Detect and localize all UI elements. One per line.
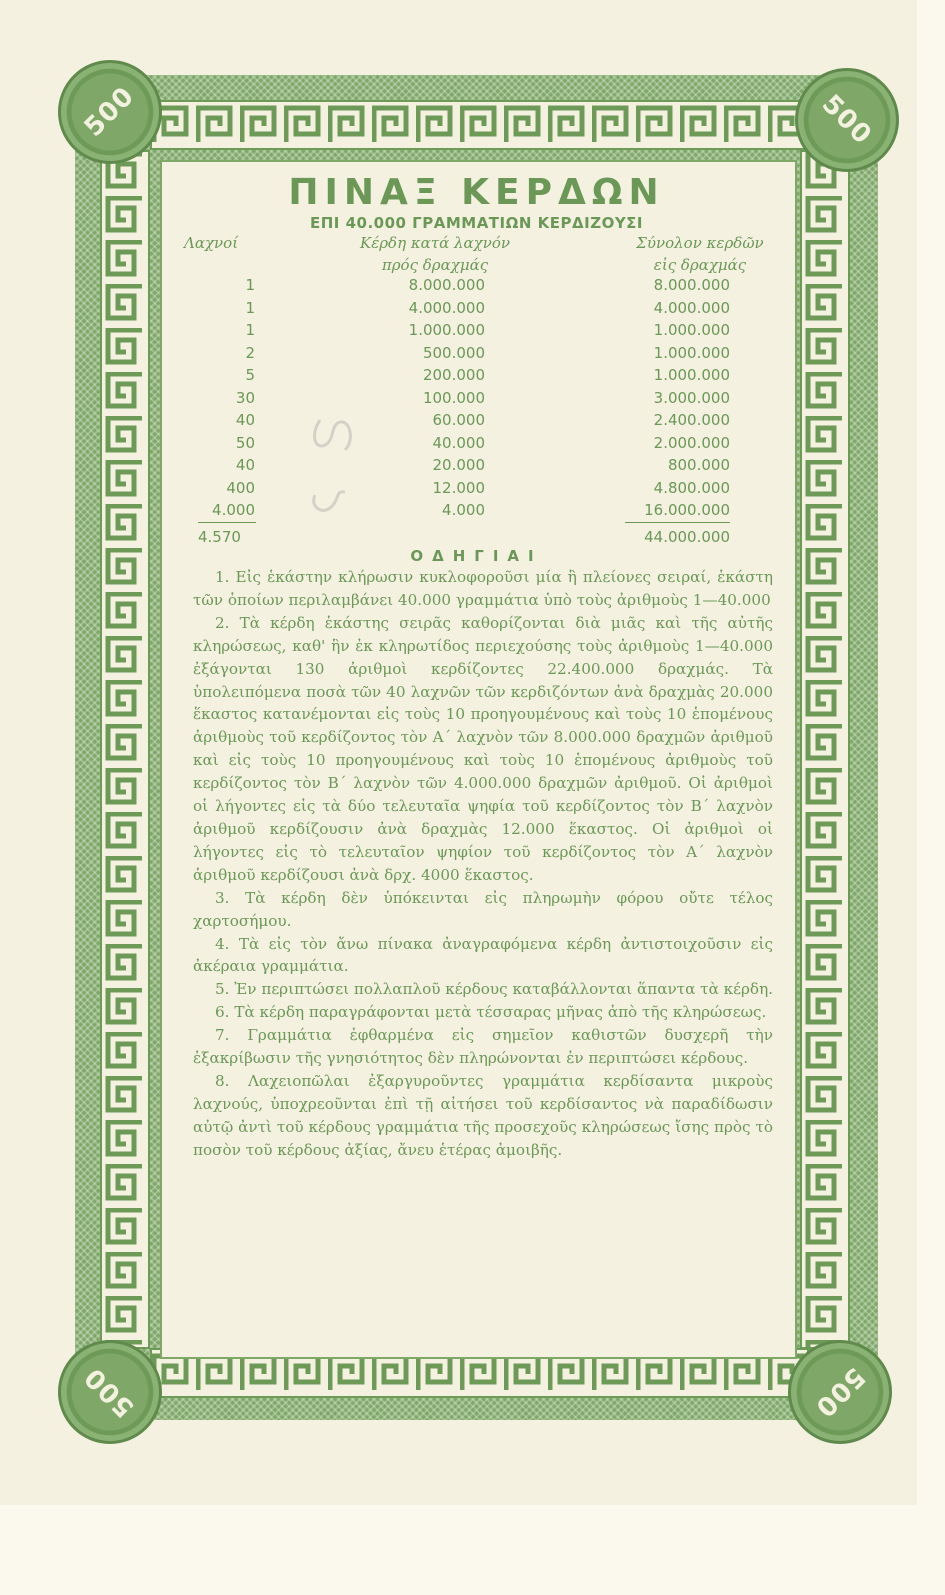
instruction-item: 7. Γραμμάτια ἐφθαρμένα εἰς σημεῖον καθιστῶν δυσχερῆ τὴν ἐξακρίβωσιν τῆς γνησιότητος δὲν πληρώνονται ἐν περιπτώσει κέρδους.: [193, 1026, 773, 1068]
cell-total: 3.000.000: [653, 388, 730, 407]
medallion-value: 500: [816, 89, 878, 151]
instruction-item: 2. Τὰ κέρδη ἑκάστης σειρᾶς καθορίζονται διὰ μιᾶς καὶ τῆς αὐτῆς κληρώσεως, καθ' ἣν ἐκ κληρωτίδος περιεχούσης τοὺς ἀριθμοὺς 1—40.000 ἐξάγονται 130 ἀριθμοὶ κερδίζοντες 22.400.000 δραχμάς. Τὰ ὑπολειπόμενα ποσὰ τῶν 40 λαχνῶν τῶν κερδιζόντων ἀνὰ δραχμὰς 20.000 ἕκαστος κατανέμονται εἰς τοὺς 10 προηγουμένους καὶ τοὺς 10 ἑπομένους ἀριθμοὺς τοῦ κερδίζοντος τὸν Α΄ λαχνὸν τῶν 8.000.000 δραχμῶν ἀριθμοῦ καὶ εἰς τοὺς 10 προηγουμένους καὶ τοὺς 10 ἑπομένους ἀριθμοὺς τοῦ κερδίζοντος τὸν Β΄ λαχνὸν τῶν 4.000.000 δραχμῶν ἀριθμοῦ. Οἱ ἀριθμοὶ οἱ λήγοντες εἰς τὰ δύο τελευταῖα ψηφία τοῦ κερδίζοντος τὸν Β΄ λαχνὸν ἀριθμοῦ κερδίζουσιν ἀνὰ δραχμὰς 12.000 ἕκαστος. Οἱ ἀριθμοὶ οἱ λήγοντες εἰς τὸ τελευταῖον ψηφίον τοῦ κερδίζοντος τὸν Α΄ λαχνὸν ἀριθμοῦ κερδίζουσι ἀνὰ δρχ. 4000 ἕκαστος.: [193, 613, 773, 884]
table-row: [160, 366, 793, 389]
cell-total: 2.400.000: [653, 411, 730, 429]
meander-border-right: [800, 150, 850, 1349]
medallion-top-left: [58, 60, 162, 164]
table-row: [160, 321, 793, 344]
column-header-prize-per-lot-unit: πρός δραχμάς: [381, 256, 489, 274]
instruction-item: 6. Τὰ κέρδη παραγράφονται μετὰ τέσσαρας μῆνας ἀπὸ τῆς κληρώσεως.: [215, 1003, 767, 1022]
page-title: ΠΙΝΑΞ ΚΕΡΔΩΝ: [288, 172, 665, 213]
instructions-list: [193, 566, 773, 1162]
medallion-value: 500: [79, 81, 141, 143]
cell-lots: 400: [226, 478, 255, 497]
cell-lots: 5: [245, 366, 255, 384]
meander-pattern-left: [102, 152, 148, 1347]
table-row: [160, 411, 793, 434]
cell-prize: 500.000: [422, 343, 485, 362]
cell-prize: 40.000: [432, 433, 485, 452]
cell-lots: 40: [235, 411, 255, 429]
table-row: [160, 344, 793, 367]
table-row: [160, 456, 793, 479]
instruction-item: 1. Εἰς ἑκάστην κλήρωσιν κυκλοφοροῦσι μία ἢ πλείονες σειραί, ἑκάστη τῶν ὁποίων περιλαμβάνει 40.000 γραμμάτια ὑπὸ τοὺς ἀριθμοὺς 1—40.000: [193, 568, 773, 609]
paper-fold: [0, 1505, 945, 1595]
meander-border-top: [150, 100, 809, 150]
cell-lots: 1: [245, 321, 255, 339]
column-header-total-unit: εἰς δραχμάς: [653, 256, 747, 274]
cell-total: 16.000.000: [644, 501, 730, 519]
cell-lots: 2: [245, 343, 255, 362]
cell-lots: 1: [245, 276, 255, 294]
cell-total: 800.000: [667, 456, 730, 474]
cell-prize: 4.000.000: [408, 298, 485, 317]
cell-lots: 50: [235, 433, 255, 452]
cell-prize: 8.000.000: [408, 276, 485, 294]
sum-rule-total: [625, 522, 730, 523]
instruction-item: 3. Τὰ κέρδη δὲν ὑπόκεινται εἰς πληρωμὴν φόρου οὔτε τέλος χαρτοσήμου.: [193, 888, 773, 930]
cell-total: 2.000.000: [653, 433, 730, 452]
cell-prize: 4.000: [442, 501, 485, 519]
faint-stamp-mark: [305, 410, 365, 520]
cell-lots: 1: [245, 298, 255, 317]
cell-total: 1.000.000: [653, 343, 730, 362]
cell-prize: 60.000: [432, 411, 485, 429]
table-row: [160, 299, 793, 322]
meander-border-left: [100, 150, 150, 1349]
cell-total: 4.000.000: [653, 298, 730, 317]
medallion-value: 500: [79, 1361, 141, 1423]
column-header-prize-per-lot: Κέρδη κατά λαχνόν: [359, 234, 510, 252]
cell-lots: 4.000: [212, 501, 255, 519]
total-lots: 4.570: [198, 528, 241, 546]
meander-pattern-right: [802, 152, 848, 1347]
cell-prize: 1.000.000: [408, 321, 485, 339]
cell-total: 1.000.000: [653, 366, 730, 384]
cell-lots: 30: [235, 388, 255, 407]
column-header-total: Σύνολον κερδῶν: [636, 234, 764, 252]
medallion-top-right: [795, 68, 899, 172]
total-sum: 44.000.000: [644, 528, 730, 546]
table-row: [160, 276, 793, 299]
instruction-item: 8. Λαχειοπῶλαι ἐξαργυροῦντες γραμμάτια κερδίσαντα μικροὺς λαχνούς, ὑποχρεοῦνται ἐπὶ τῇ αἰτήσει τοῦ κερδίσαντος νὰ παραδίδωσιν αὐτῷ ἀντὶ τοῦ κέρδους γραμμάτια τῆς προσεχοῦς κληρώσεως ἴσης πρὸς τὸ ποσὸν τοῦ κέρδους ἀξίας, ἄνευ ἑτέρας ἀμοιβῆς.: [193, 1071, 773, 1159]
instruction-item: 5. Ἐν περιπτώσει πολλαπλοῦ κέρδους καταβάλλονται ἅπαντα τὰ κέρδη.: [215, 980, 774, 999]
cell-prize: 100.000: [422, 388, 485, 407]
meander-pattern-top: [152, 102, 807, 148]
column-header-lots: Λαχνοί: [184, 234, 239, 252]
table-row: [160, 434, 793, 457]
table-row: [160, 501, 793, 524]
medallion-value: 500: [809, 1361, 871, 1423]
sum-rule-lots: [198, 522, 256, 523]
cell-total: 8.000.000: [653, 276, 730, 294]
medallion-bottom-right: [788, 1340, 892, 1444]
prize-table: [160, 276, 793, 524]
cell-prize: 200.000: [422, 366, 485, 384]
cell-prize: 20.000: [432, 456, 485, 474]
cell-lots: 40: [235, 456, 255, 474]
cell-prize: 12.000: [432, 478, 485, 497]
instructions-title: ΟΔΗΓΙΑΙ: [410, 547, 543, 565]
page-subtitle: ΕΠΙ 40.000 ΓΡΑΜΜΑΤΙΩΝ ΚΕΡΔΙΖΟΥΣΙ: [309, 214, 644, 232]
paper-edge: [917, 0, 945, 1595]
medallion-bottom-left: [58, 1340, 162, 1444]
instruction-item: 4. Τὰ εἰς τὸν ἄνω πίνακα ἀναγραφόμενα κέρδη ἀντιστοιχοῦσιν εἰς ἀκέραια γραμμάτια.: [193, 934, 773, 976]
cell-total: 1.000.000: [653, 321, 730, 339]
table-row: [160, 479, 793, 502]
table-row: [160, 389, 793, 412]
cell-total: 4.800.000: [653, 478, 730, 497]
